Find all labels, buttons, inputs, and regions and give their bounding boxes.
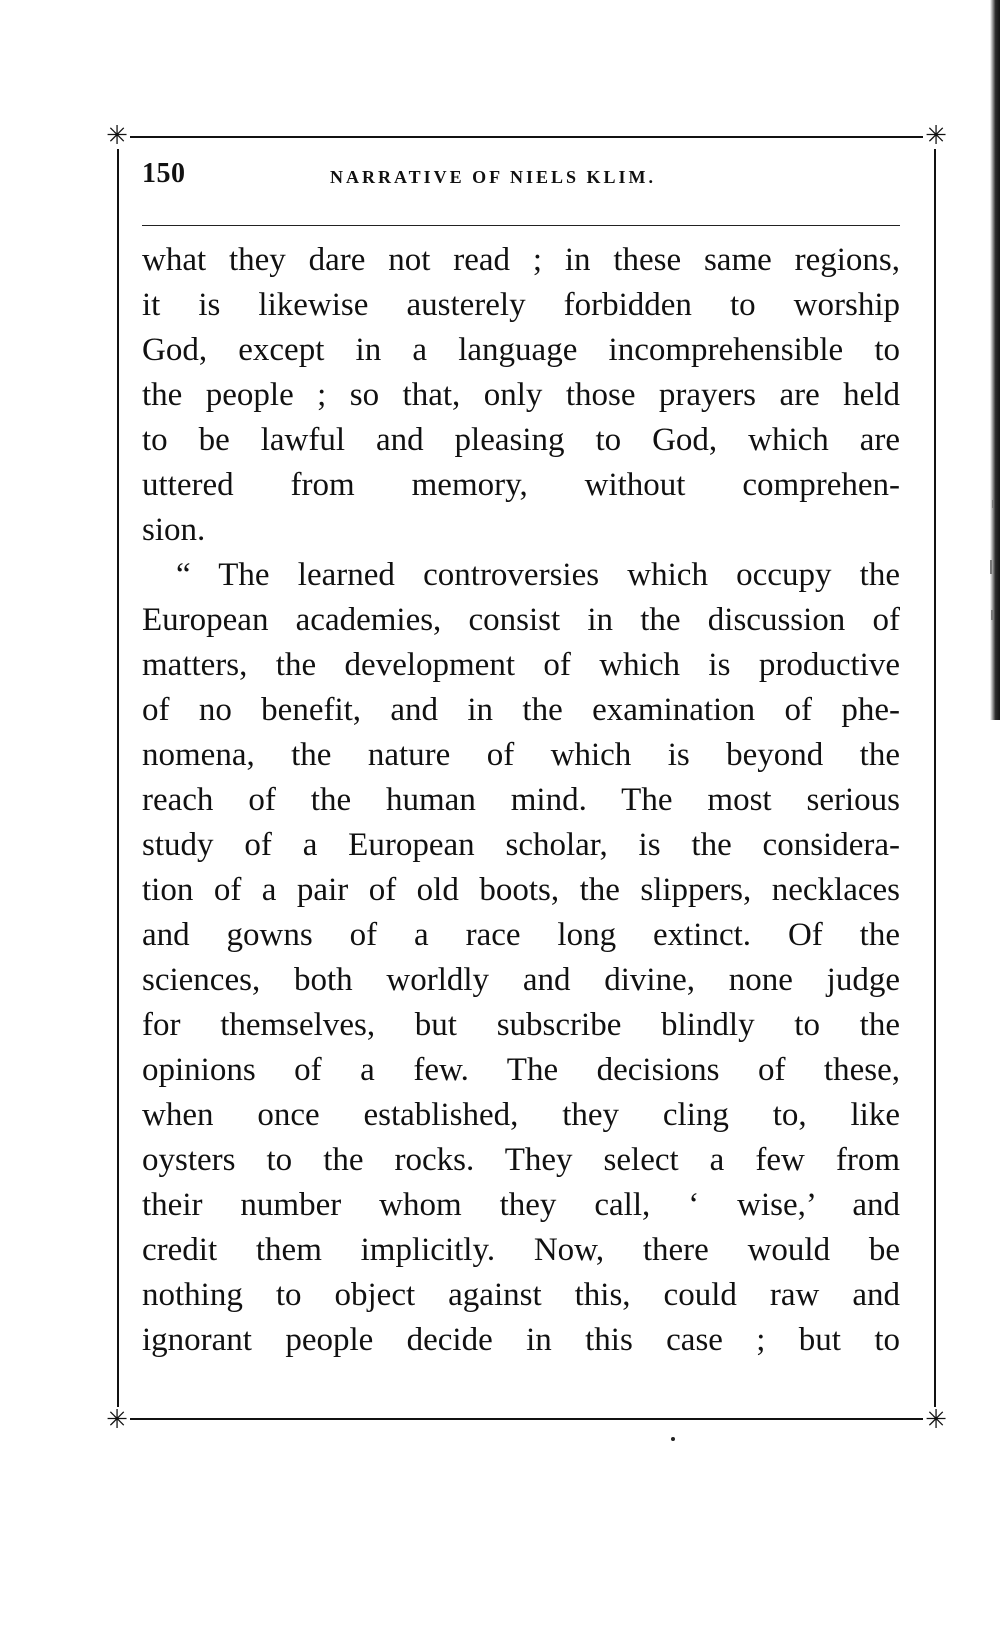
text-line: matters, the development of which is productive bbox=[142, 647, 900, 683]
text-line: European academies, consist in the discussion of bbox=[142, 602, 900, 638]
text-line: nomena, the nature of which is beyond the bbox=[142, 737, 900, 773]
text-line: to be lawful and pleasing to God, which are bbox=[142, 422, 900, 458]
text-line: for themselves, but subscribe blindly to the bbox=[142, 1007, 900, 1043]
text-line: when once established, they cling to, like bbox=[142, 1097, 900, 1133]
body-text bbox=[142, 238, 900, 1363]
text-line: tion of a pair of old boots, the slippers, necklaces bbox=[142, 872, 900, 908]
text-line: opinions of a few. The decisions of these, bbox=[142, 1052, 900, 1088]
edge-speck bbox=[990, 560, 992, 574]
corner-ornament-icon: ✳ bbox=[923, 123, 949, 149]
text-line: ignorant people decide in this case ; but to bbox=[142, 1322, 900, 1358]
running-head bbox=[142, 158, 900, 206]
edge-speck bbox=[991, 610, 993, 620]
text-line: nothing to object against this, could raw and bbox=[142, 1277, 900, 1313]
text-line: what they dare not read ; in these same regions, bbox=[142, 242, 900, 278]
text-line: reach of the human mind. The most serious bbox=[142, 782, 900, 818]
text-line: and gowns of a race long extinct. Of the bbox=[142, 917, 900, 953]
page-number: 150 bbox=[142, 158, 186, 189]
corner-ornament-icon: ✳ bbox=[104, 123, 130, 149]
text-line: their number whom they call, ‘ wise,’ and bbox=[142, 1187, 900, 1223]
text-line: the people ; so that, only those prayers are held bbox=[142, 377, 900, 413]
running-title: NARRATIVE OF NIELS KLIM. bbox=[330, 167, 657, 187]
text-line: oysters to the rocks. They select a few from bbox=[142, 1142, 900, 1178]
text-line: sciences, both worldly and divine, none judge bbox=[142, 962, 900, 998]
text-line: uttered from memory, without comprehen- bbox=[142, 467, 900, 503]
text-line: of no benefit, and in the examination of phe- bbox=[142, 692, 900, 728]
text-line: God, except in a language incomprehensible to bbox=[142, 332, 900, 368]
text-line: it is likewise austerely forbidden to worship bbox=[142, 287, 900, 323]
text-line: study of a European scholar, is the considera- bbox=[142, 827, 900, 863]
text-line: sion. bbox=[142, 512, 206, 548]
corner-ornament-icon: ✳ bbox=[104, 1407, 130, 1433]
paragraph-start-line: “ The learned controversies which occupy the bbox=[176, 557, 900, 593]
text-line: credit them implicitly. Now, there would be bbox=[142, 1232, 900, 1268]
edge-speck bbox=[992, 500, 994, 508]
corner-ornament-icon: ✳ bbox=[923, 1407, 949, 1433]
header-rule bbox=[142, 225, 900, 226]
print-speck bbox=[671, 1437, 675, 1441]
